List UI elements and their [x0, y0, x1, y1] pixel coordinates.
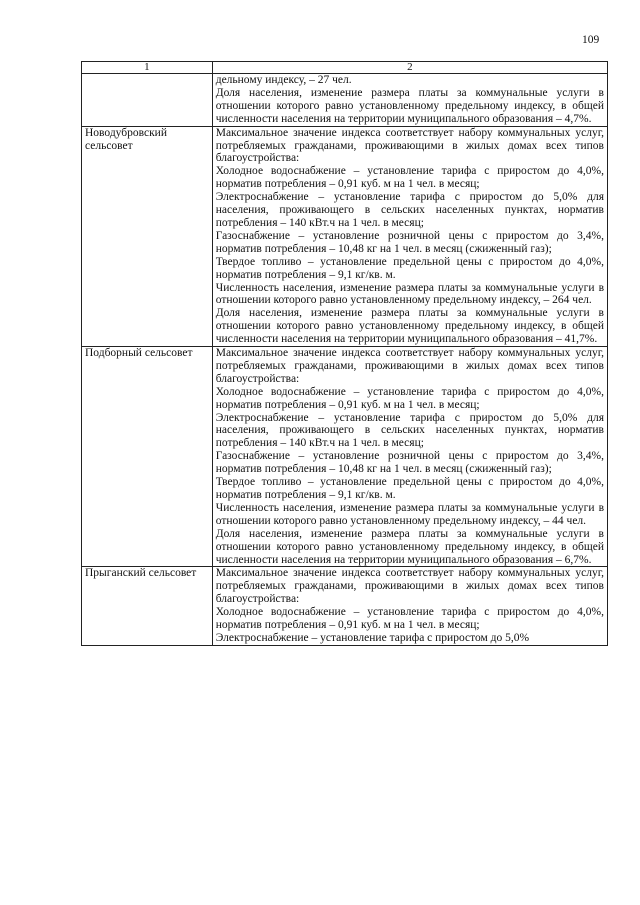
description-paragraph: Численность населения, изменение размера платы за коммунальные услуги в отношении которого равно установленному предельному индексу, – 264 чел.	[215, 281, 604, 307]
description-paragraph: Максимальное значение индекса соответствует набору коммунальных услуг, потребляемых гражданами, проживающими в жилых домах всех типов благоустройства:	[215, 567, 604, 606]
description-paragraph: Электроснабжение – установление тарифа с приростом до 5,0% для населения, проживающего в сельских населенных пунктах, норматив потребления – 140 кВт.ч на 1 чел. в месяц;	[215, 191, 604, 229]
region-name: Прыганский сельсовет	[85, 567, 197, 580]
region-name: Новодубровский сельсовет	[85, 126, 167, 152]
page-number: 109	[582, 34, 600, 46]
region-cell	[82, 74, 213, 127]
description-paragraph: Доля населения, изменение размера платы за коммунальные услуги в отношении которого равно установленному предельному индексу, в общей численности населения на территории муниципального образования – 6,7%.	[215, 527, 604, 566]
table-body	[82, 74, 608, 646]
description-paragraph: Холодное водоснабжение – установление тарифа с приростом до 4,0%, норматив потребления – 0,91 куб. м на 1 чел. в месяц;	[215, 165, 604, 191]
description-paragraph: Электроснабжение – установление тарифа с приростом до 5,0%	[215, 631, 530, 644]
description-cell	[212, 74, 607, 127]
description-paragraph: Максимальное значение индекса соответствует набору коммунальных услуг, потребляемых гражданами, проживающими в жилых домах всех типов благоустройства:	[215, 347, 604, 385]
description-paragraph: Доля населения, изменение размера платы за коммунальные услуги в отношении которого равно установленному предельному индексу, в общей численности населения на территории муниципального образования – 4,7%.	[215, 86, 604, 125]
description-paragraph: Доля населения, изменение размера платы за коммунальные услуги в отношении которого равно установленному предельному индексу, в общей численности населения на территории муниципального образования – 41,7%.	[215, 307, 604, 346]
description-paragraph: дельному индексу, – 27 чел.	[215, 74, 352, 86]
region-cell	[82, 347, 213, 567]
description-paragraph: Максимальное значение индекса соответствует набору коммунальных услуг, потребляемых гражданами, проживающими в жилых домах всех типов благоустройства:	[215, 126, 604, 165]
table-row	[82, 126, 608, 346]
header-col-2: 2	[212, 62, 607, 74]
description-cell	[212, 126, 607, 346]
table-row	[82, 347, 608, 567]
description-paragraph: Твердое топливо – установление предельной цены с приростом до 4,0%, норматив потребления – 9,1 кг/кв. м.	[215, 476, 604, 501]
table-header-row	[82, 62, 608, 74]
description-paragraph: Электроснабжение – установление тарифа с приростом до 5,0% для населения, проживающего в сельских населенных пунктах, норматив потребления – 140 кВт.ч на 1 чел. в месяц;	[215, 411, 604, 450]
description-paragraph: Холодное водоснабжение – установление тарифа с приростом до 4,0%, норматив потребления – 0,91 куб. м на 1 чел. в месяц;	[215, 385, 604, 411]
table-row	[82, 567, 608, 645]
table-row	[82, 74, 608, 127]
header-col-1: 1	[82, 62, 213, 74]
region-cell	[82, 126, 213, 346]
description-paragraph: Газоснабжение – установление розничной цены с приростом до 3,4%, норматив потребления – 10,48 кг на 1 чел. в месяц (сжиженный газ);	[215, 229, 604, 255]
region-cell	[82, 567, 213, 645]
description-paragraph: Холодное водоснабжение – установление тарифа с приростом до 4,0%, норматив потребления – 0,91 куб. м на 1 чел. в месяц;	[215, 606, 604, 632]
description-cell	[212, 567, 607, 645]
description-paragraph: Твердое топливо – установление предельной цены с приростом до 4,0%, норматив потребления – 9,1 кг/кв. м.	[215, 255, 604, 281]
index-table	[81, 61, 608, 646]
description-paragraph: Газоснабжение – установление розничной цены с приростом до 3,4%, норматив потребления – 10,48 кг на 1 чел. в месяц (сжиженный газ);	[215, 450, 604, 476]
region-name: Подборный сельсовет	[85, 347, 193, 360]
description-paragraph: Численность населения, изменение размера платы за коммунальные услуги в отношении которого равно установленному предельному индексу, – 44 чел.	[215, 501, 604, 527]
description-cell	[212, 347, 607, 567]
